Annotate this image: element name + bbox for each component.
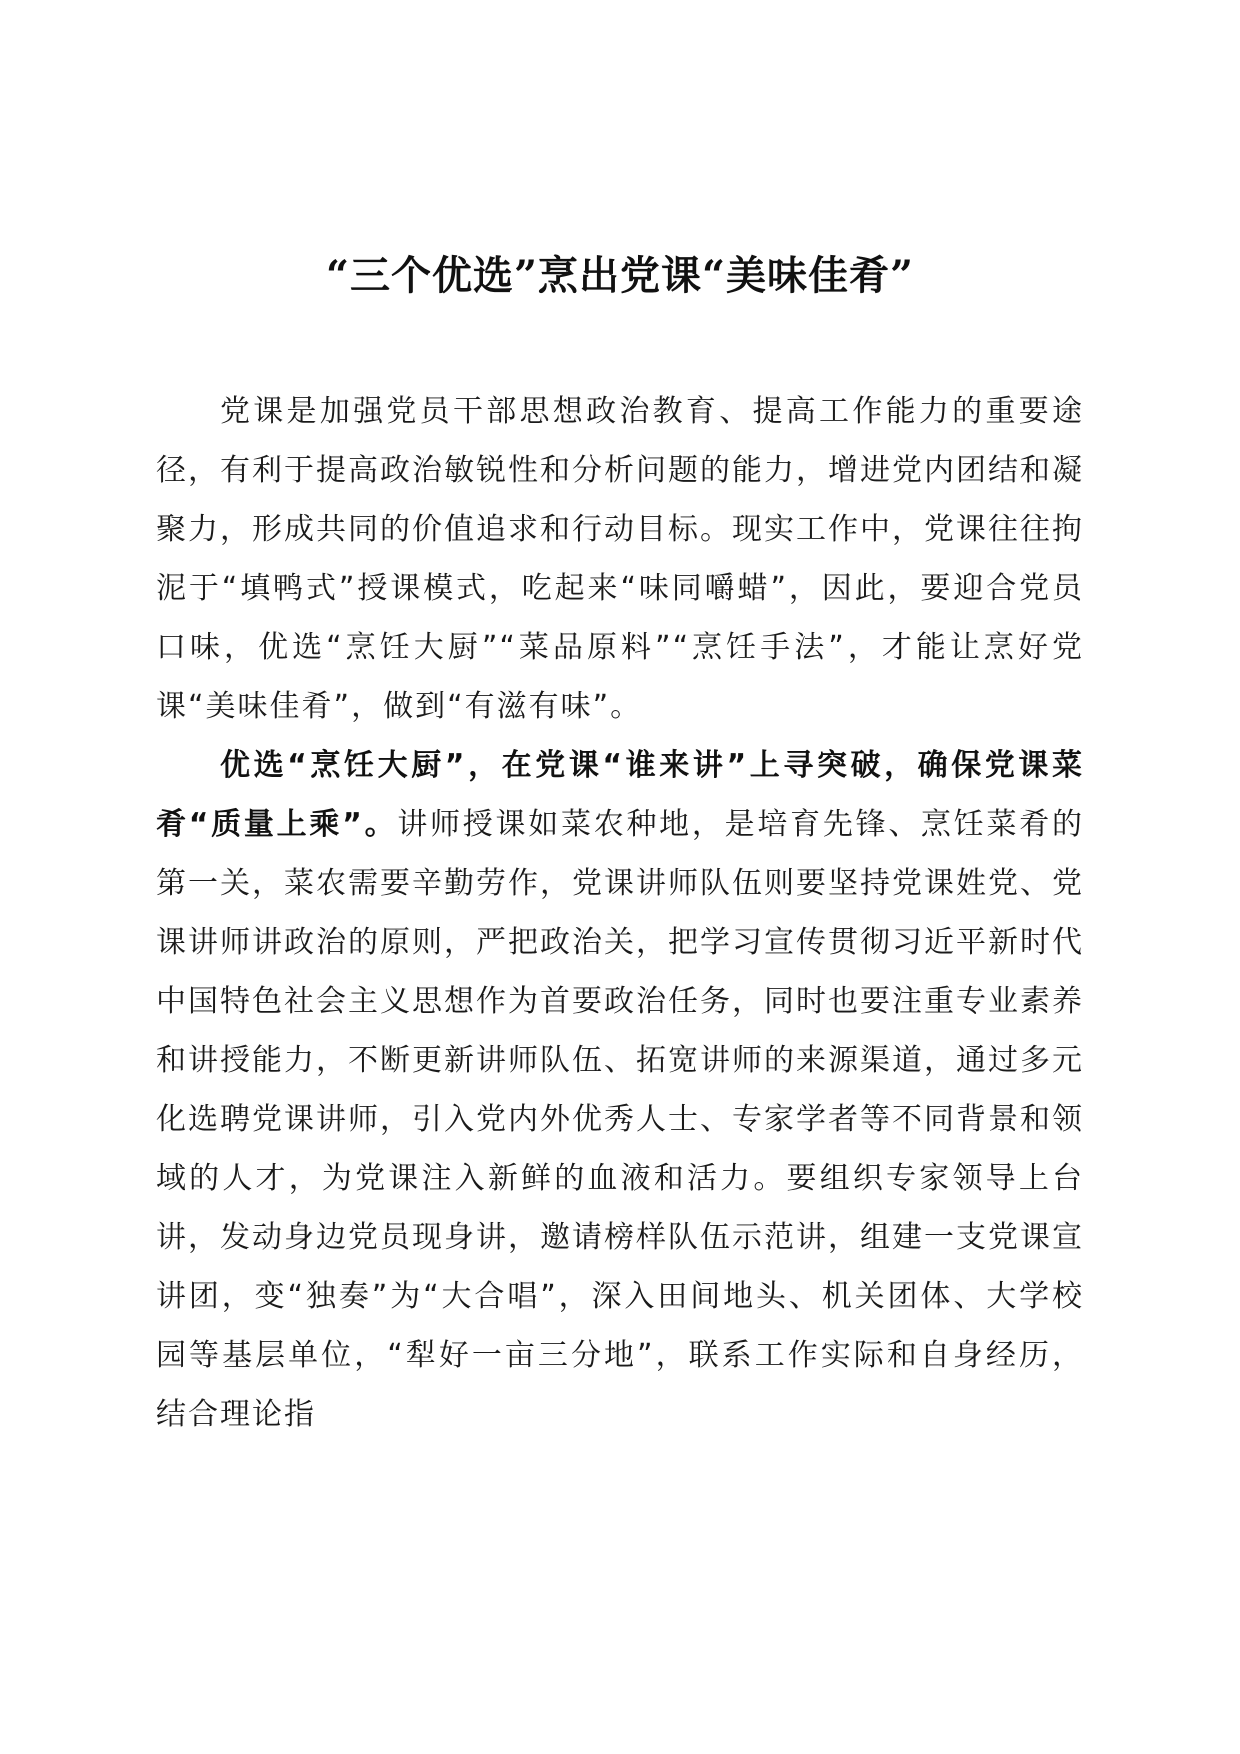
paragraph-chef-lead: 优选“烹饪大厨”，在党课“谁来讲”上寻突破，确保党课菜肴“质量上乘”。: [156, 748, 1084, 842]
document-body: [156, 382, 1084, 1444]
paragraph-chef: [156, 736, 1084, 1444]
document-title: “三个优选”烹出党课“美味佳肴”: [325, 252, 915, 299]
paragraph-chef-text: 讲师授课如菜农种地，是培育先锋、烹饪菜肴的第一关，菜农需要辛勤劳作，党课讲师队伍则要坚持党课姓党、党课讲师讲政治的原则，严把政治关，把学习宣传贯彻习近平新时代中国特色社会主义思想作为首要政治任务，同时也要注重专业素养和讲授能力，不断更新讲师队伍、拓宽讲师的来源渠道，通过多元化选聘党课讲师，引入党内外优秀人士、专家学者等不同背景和领域的人才，为党课注入新鲜的血液和活力。要组织专家领导上台讲，发动身边党员现身讲，邀请榜样队伍示范讲，组建一支党课宣讲团，变“独奏”为“大合唱”，深入田间地头、机关团体、大学校园等基层单位，“犁好一亩三分地”，联系工作实际和自身经历，结合理论指: [156, 807, 1084, 1432]
paragraph-intro-text: 党课是加强党员干部思想政治教育、提高工作能力的重要途径，有利于提高政治敏锐性和分析问题的能力，增进党内团结和凝聚力，形成共同的价值追求和行动目标。现实工作中，党课往往拘泥于“填鸭式”授课模式，吃起来“味同嚼蜡”，因此，要迎合党员口味，优选“烹饪大厨”“菜品原料”“烹饪手法”，才能让烹好党课“美味佳肴”，做到“有滋有味”。: [156, 394, 1084, 724]
paragraph-intro: [156, 382, 1084, 736]
